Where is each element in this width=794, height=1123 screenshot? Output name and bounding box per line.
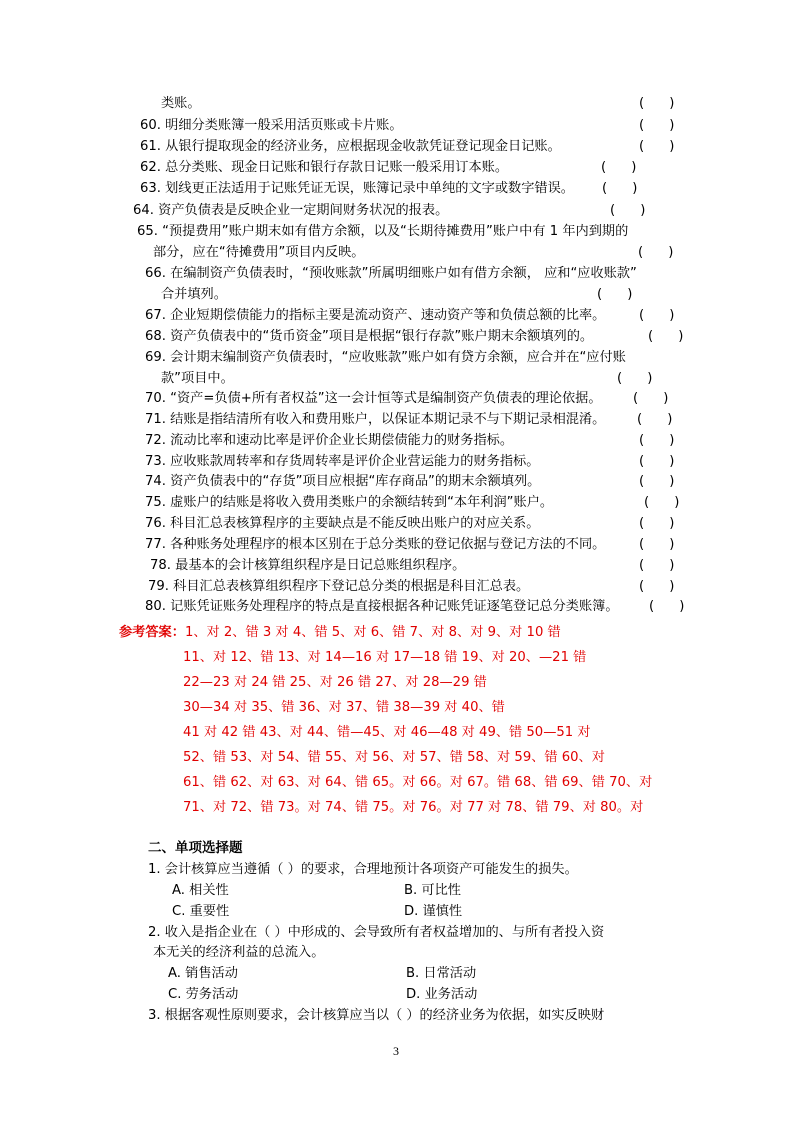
judgment-line: 66. 在编制资产负债表时，“预收账款”所属明细账户如有借方余额， 应和“应收账款” [145, 266, 637, 281]
answer-paren: ( ) [639, 118, 675, 133]
judgment-line: 80. 记账凭证账务处理程序的特点是直接根据各种记账凭证逐笔登记总分类账簿。 [145, 599, 619, 614]
judgment-line: 78. 最基本的会计核算组织程序是日记总账组织程序。 [150, 558, 466, 573]
judgment-line: 71. 结账是指结清所有收入和费用账户，以保证本期记录不与下期记录相混淆。 [145, 412, 606, 427]
question-stem: 2. 收入是指企业在（ ）中形成的、会导致所有者权益增加的、与所有者投入资 [148, 925, 605, 940]
judgment-line: 68. 资产负债表中的“货币资金”项目是根据“银行存款”账户期末余额填列的。 [145, 329, 594, 344]
answer-paren: ( ) [639, 454, 675, 469]
answer-paren: ( ) [639, 579, 675, 594]
answer-paren: ( ) [639, 558, 675, 573]
judgment-line: 77. 各种账务处理程序的根本区别在于总分类账的登记依据与登记方法的不同。 [145, 537, 606, 552]
judgment-line: 款”项目中。 [161, 371, 234, 386]
option-a: A. 销售活动 [168, 966, 238, 981]
answer-paren: ( ) [633, 391, 669, 406]
page-number: 3 [393, 1044, 399, 1058]
answer-paren: ( ) [638, 245, 674, 260]
answer-key-line: 71、对 72、错 73。对 74、错 75。对 76。对 77 对 78、错 79、对 80。对 [183, 800, 644, 815]
option-a: A. 相关性 [172, 883, 229, 898]
answer-paren: ( ) [639, 516, 675, 531]
answer-paren: ( ) [610, 203, 646, 218]
judgment-line: 74. 资产负债表中的“存货”项目应根据“库存商品”的期末余额填列。 [145, 474, 541, 489]
judgment-line: 79. 科目汇总表核算组织程序下登记总分类的根据是科目汇总表。 [148, 579, 530, 594]
option-b: B. 可比性 [404, 883, 461, 898]
answer-paren: ( ) [601, 160, 637, 175]
answer-key-line: 52、错 53、对 54、错 55、对 56、对 57、错 58、对 59、错 60、对 [183, 750, 605, 765]
judgment-line: 75. 虚账户的结账是将收入费用类账户的余额结转到“本年利润”账户。 [145, 495, 554, 510]
judgment-line: 69. 会计期末编制资产负债表时，“应收账款”账户如有贷方余额，应合并在“应付账 [145, 350, 626, 365]
question-stem: 3. 根据客观性原则要求，会计核算应当以（ ）的经济业务为依据，如实反映财 [148, 1008, 605, 1023]
answer-paren: ( ) [639, 139, 675, 154]
judgment-line: 60. 明细分类账簿一般采用活页账或卡片账。 [140, 118, 403, 133]
answer-paren: ( ) [597, 287, 633, 302]
judgment-line: 76. 科目汇总表核算程序的主要缺点是不能反映出账户的对应关系。 [145, 516, 540, 531]
answer-paren: ( ) [617, 371, 653, 386]
answer-paren: ( ) [639, 537, 675, 552]
answer-key-line: 41 对 42 错 43、对 44、错—45、对 46—48 对 49、错 50—51 对 [183, 725, 591, 740]
option-c: C. 劳务活动 [168, 987, 239, 1002]
judgment-line: 73. 应收账款周转率和存货周转率是评价企业营运能力的财务指标。 [145, 454, 540, 469]
judgment-line: 部分，应在“待摊费用”项目内反映。 [153, 245, 365, 260]
answer-key-line [119, 623, 561, 643]
judgment-line: 类账。 [161, 96, 201, 111]
answer-key-line: 30—34 对 35、错 36、对 37、错 38—39 对 40、错 [183, 700, 505, 715]
answer-key-line: 61、错 62、对 63、对 64、错 65。对 66。对 67。错 68、错 69、错 70、对 [183, 775, 653, 790]
answer-paren: ( ) [644, 495, 680, 510]
judgment-line: 63. 划线更正法适用于记账凭证无误，账簿记录中单纯的文字或数字错误。 [140, 181, 574, 196]
answer-paren: ( ) [639, 474, 675, 489]
judgment-line: 67. 企业短期偿债能力的指标主要是流动资产、速动资产等和负债总额的比率。 [145, 308, 606, 323]
answer-paren: ( ) [602, 181, 638, 196]
answer-paren: ( ) [637, 412, 673, 427]
answer-key-label: 参考答案： [119, 625, 185, 640]
option-d: D. 业务活动 [406, 987, 478, 1002]
judgment-line: 70. “资产=负债+所有者权益”这一会计恒等式是编制资产负债表的理论依据。 [145, 391, 602, 406]
answer-key-text: 1、对 2、错 3 对 4、错 5、对 6、错 7、对 8、对 9、对 10 错 [184, 625, 561, 640]
answer-paren: ( ) [639, 308, 675, 323]
question-stem: 1. 会计核算应当遵循（ ）的要求，合理地预计各项资产可能发生的损失。 [148, 862, 578, 877]
answer-paren: ( ) [639, 96, 675, 111]
judgment-line: 62. 总分类账、现金日记账和银行存款日记账一般采用订本账。 [140, 160, 509, 175]
judgment-line: 合并填列。 [161, 287, 227, 302]
judgment-line: 65. “预提费用”账户期末如有借方余额，以及“长期待摊费用”账户中有 1 年内到期的 [137, 224, 629, 239]
option-d: D. 谨慎性 [404, 904, 463, 919]
answer-paren: ( ) [649, 599, 685, 614]
judgment-line: 61. 从银行提取现金的经济业务，应根据现金收款凭证登记现金日记账。 [140, 139, 561, 154]
answer-key-line: 11、对 12、错 13、对 14—16 对 17—18 错 19、对 20、—21 错 [183, 650, 587, 665]
option-b: B. 日常活动 [406, 966, 477, 981]
judgment-line: 72. 流动比率和速动比率是评价企业长期偿债能力的财务指标。 [145, 433, 514, 448]
answer-paren: ( ) [648, 329, 684, 344]
judgment-line: 64. 资产负债表是反映企业一定期间财务状况的报表。 [133, 203, 449, 218]
answer-paren: ( ) [639, 433, 675, 448]
question-stem-continued: 本无关的经济利益的总流入。 [153, 945, 325, 960]
section-heading: 二、单项选择题 [148, 840, 243, 856]
answer-key-line: 22—23 对 24 错 25、对 26 错 27、对 28—29 错 [183, 675, 487, 690]
option-c: C. 重要性 [172, 904, 230, 919]
